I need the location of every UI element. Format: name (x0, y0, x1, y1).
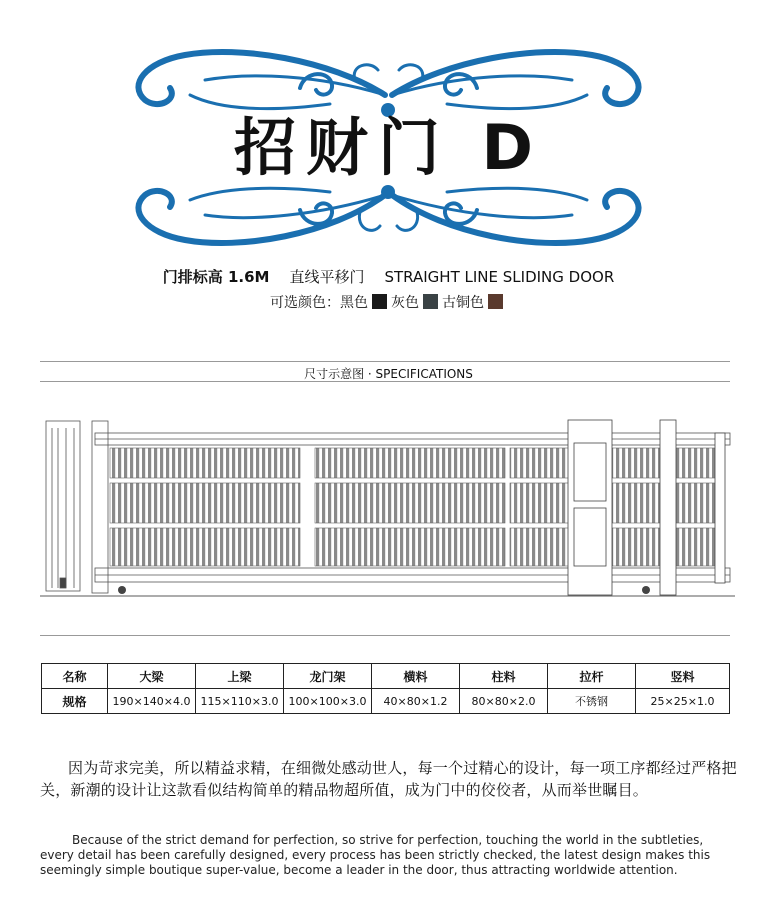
table-header-cell: 龙门架 (284, 664, 372, 689)
table-header-cell: 柱料 (460, 664, 548, 689)
table-row (42, 689, 730, 714)
color-swatch-bronze (488, 294, 503, 309)
table-cell: 25×25×1.0 (636, 689, 730, 714)
table-header-cell: 名称 (42, 664, 108, 689)
divider (40, 361, 730, 362)
color-options (0, 292, 777, 312)
color-swatch-gray (423, 294, 438, 309)
color-options-label: 可选颜色： (270, 295, 340, 311)
divider (40, 381, 730, 382)
table-header-cell: 横料 (372, 664, 460, 689)
product-subtitle (0, 266, 777, 287)
product-type-en: STRAIGHT LINE SLIDING DOOR (384, 268, 615, 286)
divider (40, 635, 730, 636)
table-header-row (42, 664, 730, 689)
table-cell: 80×80×2.0 (460, 689, 548, 714)
table-cell: 40×80×1.2 (372, 689, 460, 714)
table-cell: 190×140×4.0 (108, 689, 196, 714)
table-cell: 100×100×3.0 (284, 689, 372, 714)
table-row-label: 规格 (42, 689, 108, 714)
color-label-gray: 灰色 (391, 295, 419, 311)
color-swatch-black (372, 294, 387, 309)
table-header-cell: 竖料 (636, 664, 730, 689)
color-label-black: 黑色 (340, 295, 368, 311)
table-cell: 115×110×3.0 (196, 689, 284, 714)
specifications-heading: 尺寸示意图 · SPECIFICATIONS (304, 367, 473, 381)
description-chinese: 因为苛求完美，所以精益求精，在细微处感动世人，每一个过精心的设计，每一项工序都经过严格把关，新潮的设计让这款看似结构简单的精品物超所值，成为门中的佼佼者，从而举世瞩目。 (40, 759, 737, 799)
page-title: 招财门 D (233, 111, 544, 184)
table-cell: 不锈钢 (548, 689, 636, 714)
table-header-cell: 大梁 (108, 664, 196, 689)
table-header-cell: 拉杆 (548, 664, 636, 689)
specification-table (41, 663, 730, 714)
gate-height-label: 门排标高 1.6M (162, 268, 270, 286)
product-type-cn: 直线平移门 (289, 268, 365, 286)
table-header-cell: 上梁 (196, 664, 284, 689)
gate-drawing (40, 408, 740, 608)
description-english: Because of the strict demand for perfection, so strive for perfection, touching the world in the subtleties, every detail has been carefully designed, every process has been strictly checked, the latest design makes this seemingly simple boutique super-value, become a leader in the door, thus attracting worldwide attention. (40, 833, 711, 877)
color-label-bronze: 古铜色 (442, 295, 484, 311)
